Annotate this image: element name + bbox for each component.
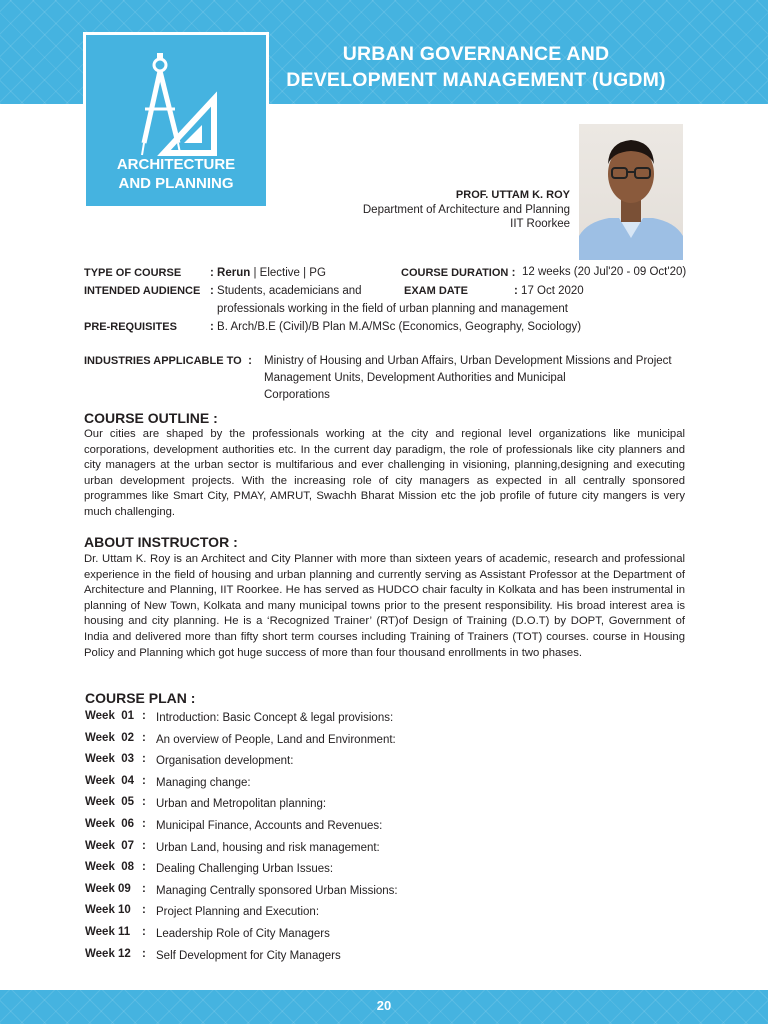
course-plan-colon: : [142,796,146,809]
type-of-course-value: : Rerun | Elective | PG [210,267,326,279]
course-plan-heading: COURSE PLAN : [85,690,196,706]
course-plan-colon: : [142,818,146,830]
course-plan-topic: Managing Centrally sponsored Urban Missions: [156,884,398,897]
course-plan-colon: : [142,882,146,895]
course-duration-label: COURSE DURATION : [401,267,516,279]
instructor-block [330,188,570,232]
course-plan-colon: : [142,861,146,874]
discipline-line-1: ARCHITECTURE [116,156,236,173]
course-plan-colon: : [142,753,146,766]
intended-audience-value: : Students, academicians and [210,285,362,297]
course-outline-heading: COURSE OUTLINE : [84,410,218,426]
pre-requisites-label: PRE-REQUISITES [84,321,177,333]
type-of-course-label: TYPE OF COURSE [84,267,182,279]
discipline-badge [83,32,269,209]
course-plan-topic: Introduction: Basic Concept & legal provisions: [156,712,394,724]
about-instructor-heading: ABOUT INSTRUCTOR : [84,534,238,550]
industries-label: INDUSTRIES APPLICABLE TO : [84,355,252,367]
course-plan-topic: Dealing Challenging Urban Issues: [156,863,334,876]
course-plan-week: Week 02 [85,731,135,744]
course-plan-week: Week 09 [85,882,131,895]
industries-value [264,353,694,404]
course-plan-topic: Organisation development: [156,755,294,768]
course-plan-colon: : [142,774,146,787]
course-plan-week: Week 11 [85,926,131,938]
course-plan-week: Week 06 [85,818,135,830]
course-plan-colon: : [142,731,146,744]
discipline-label [86,155,266,193]
course-plan-colon: : [142,947,146,960]
course-title [276,41,676,93]
pre-requisites-value: : B. Arch/B.E (Civil)/B Plan M.A/MSc (Economics, Geography, Sociology) [210,321,582,333]
exam-date-label: EXAM DATE [404,285,468,297]
page-number: 20 [376,998,392,1013]
course-plan-week: Week 04 [85,774,135,787]
industries-line-3: Corporations [264,389,330,401]
industries-line-1: Ministry of Housing and Urban Affairs, Urban Development Missions and Project [264,355,672,367]
instructor-department: Department of Architecture and Planning [362,203,570,216]
course-plan-colon: : [142,926,146,938]
course-plan-topic: An overview of People, Land and Environment: [156,733,396,746]
course-plan-colon: : [142,710,146,722]
intended-audience-value-line-2: professionals working in the field of urban planning and management [217,303,568,315]
course-plan-week: Week 05 [85,796,135,809]
course-plan-week: Week 12 [85,947,131,960]
course-title-line-1: URBAN GOVERNANCE AND [342,43,610,65]
course-plan-topic: Self Development for City Managers [156,949,341,962]
course-outline-text: Our cities are shaped by the professionals working at the city and regional level organizations like municipal corporations, development authorities etc. In the current day paradigm, the role of professionals like city planners and city managers at the urban sector is multifarious and ever challenging in visioning, planning,designing and executing urban development projects. With the increasing role of city managers as expected in all centrally sponsored programmes like Smart City, PMAY, AMRUT, Swachh Bharat Mission etc the job profile of future city mangers is very much challenging. [84,428,685,518]
instructor-photo [579,124,683,260]
discipline-line-2: AND PLANNING [118,175,234,192]
course-plan-week: Week 03 [85,753,135,766]
course-title-line-2: DEVELOPMENT MANAGEMENT (UGDM) [286,69,666,91]
course-plan-colon: : [142,904,146,917]
instructor-name: PROF. UTTAM K. ROY [455,189,570,201]
course-plan-week: Week 01 [85,710,135,722]
exam-date-value: : 17 Oct 2020 [514,285,584,297]
industries-line-2: Management Units, Development Authorities and Municipal [264,372,566,384]
instructor-institute: IIT Roorkee [510,218,570,230]
course-plan-topic: Leadership Role of City Managers [156,928,330,940]
course-plan-week: Week 07 [85,839,135,852]
course-plan-colon: : [142,839,146,852]
course-plan-topic: Managing change: [156,776,251,789]
course-plan-topic: Urban and Metropolitan planning: [156,798,327,811]
course-plan-topic: Project Planning and Execution: [156,906,320,919]
course-plan-week: Week 10 [85,904,131,917]
course-plan-topic: Municipal Finance, Accounts and Revenues: [156,820,383,832]
compass-and-set-square-icon [136,51,222,169]
about-instructor-text: Dr. Uttam K. Roy is an Architect and City Planner with more than sixteen years of academic, research and professional experience in the field of housing and urban planning and currently serving as Assistant Professor at the Department of Architecture and Planning, IIT Roorkee. He has served as HUDCO chair faculty in Kolkata and has been instrumental in planning of New Town, Kolkata and many municipal towns prior to the present responsibility. His broad interest area is housing and city planning. He is a ‘Recognized Trainer’ (RT)of Design of Training (D.O.T) by DOPT, Government of India and delivered more than fifty short term courses including Training of Trainers (TOT) courses. course in Housing Policy and Planning which got huge success of more than four thousand enrollments in two phases. [84,553,685,659]
course-plan-topic: Urban Land, housing and risk management: [156,841,380,854]
course-plan-week: Week 08 [85,861,135,874]
course-duration-value: 12 weeks (20 Jul'20 - 09 Oct'20) [522,266,687,278]
intended-audience-label: INTENDED AUDIENCE [84,285,201,297]
